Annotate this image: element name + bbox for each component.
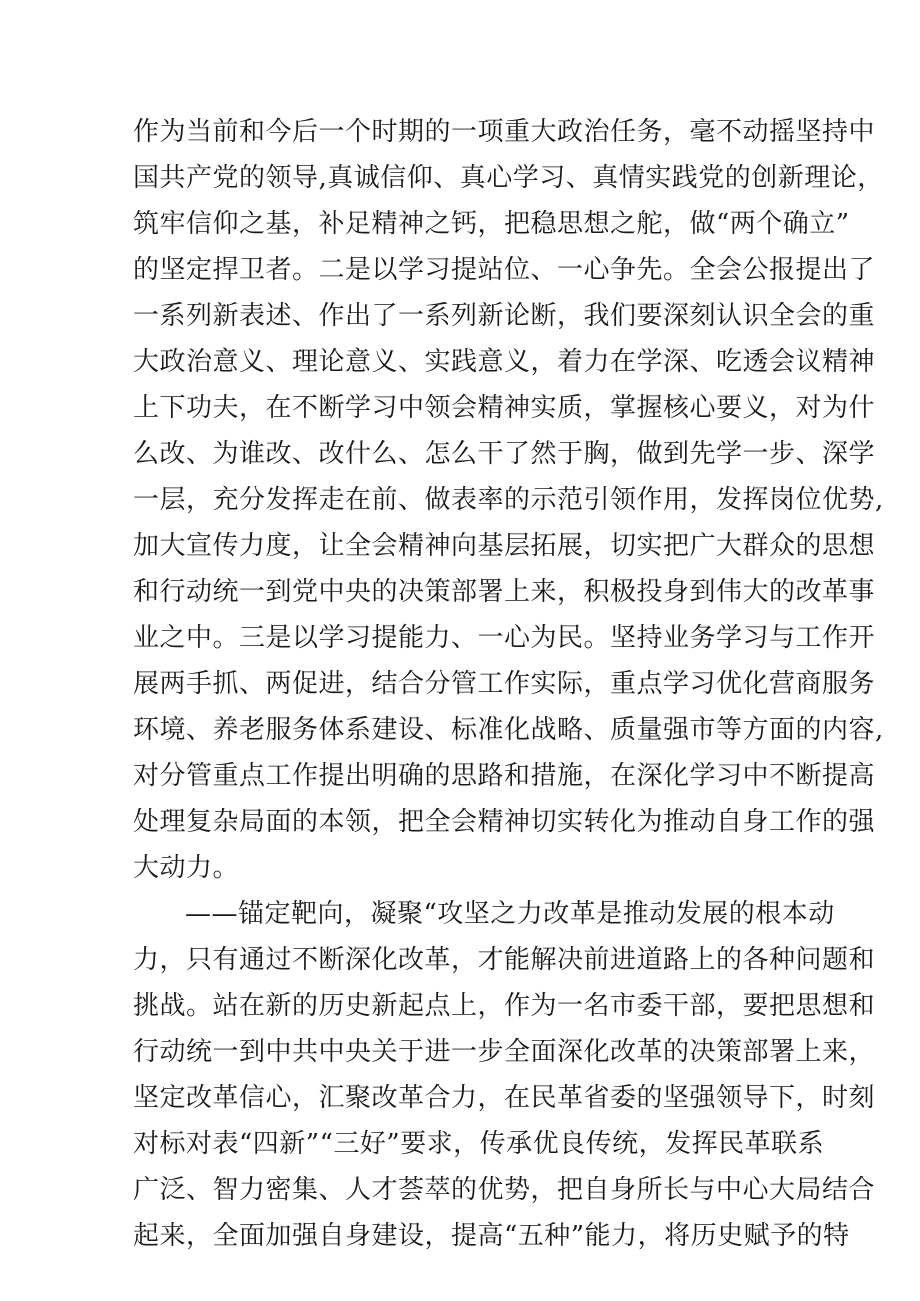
paragraph-line: 业之中。三是以学习提能力、一心为民。坚持业务学习与工作开 — [133, 623, 876, 653]
paragraph-line: 力，只有通过不断深化改革，才能解决前进道路上的各种问题和 — [133, 945, 876, 975]
paragraph-line: 国共产党的领导,真诚信仰、真心学习、真情实践党的创新理论， — [133, 163, 884, 193]
paragraph-line: 坚定改革信心，汇聚改革合力，在民革省委的坚强领导下，时刻 — [133, 1083, 876, 1113]
paragraph-line: 对标对表“四新”“三好”要求，传承优良传统，发挥民革联系 — [133, 1129, 825, 1159]
paragraph-line: 的坚定捍卫者。二是以学习提站位、一心争先。全会公报提出了 — [133, 255, 876, 285]
paragraph-line: 和行动统一到党中央的决策部署上来，积极投身到伟大的改革事 — [133, 577, 876, 607]
paragraph-line: 广泛、智力密集、人才荟萃的优势，把自身所长与中心大局结合 — [133, 1175, 876, 1205]
paragraph-line: 环境、养老服务体系建设、标准化战略、质量强市等方面的内容, — [133, 715, 884, 745]
paragraph-line: 作为当前和今后一个时期的一项重大政治任务，毫不动摇坚持中 — [133, 117, 876, 147]
paragraph-first-line: ——锚定靶向，凝聚“攻坚之力改革是推动发展的根本动 — [185, 899, 835, 929]
paragraph-line: 展两手抓、两促进，结合分管工作实际，重点学习优化营商服务 — [133, 669, 876, 699]
paragraph-line: 上下功夫，在不断学习中领会精神实质，掌握核心要义，对为什 — [133, 393, 876, 423]
paragraph-line: 大动力。 — [133, 853, 240, 883]
paragraph-line: 对分管重点工作提出明确的思路和措施，在深化学习中不断提高 — [133, 761, 876, 791]
paragraph-line: 一系列新表述、作出了一系列新论断，我们要深刻认识全会的重 — [133, 301, 876, 331]
paragraph-line: 筑牢信仰之基，补足精神之钙，把稳思想之舵，做“两个确立” — [133, 209, 850, 239]
paragraph-line: 处理复杂局面的本领，把全会精神切实转化为推动自身工作的强 — [133, 807, 876, 837]
paragraph-line: 起来，全面加强自身建设，提高“五种”能力，将历史赋予的特 — [133, 1221, 850, 1251]
paragraph-line: 一层，充分发挥走在前、做表率的示范引领作用，发挥岗位优势, — [133, 485, 884, 515]
paragraph-line: 挑战。站在新的历史新起点上，作为一名市委干部，要把思想和 — [133, 991, 876, 1021]
paragraph-line: 加大宣传力度，让全会精神向基层拓展，切实把广大群众的思想 — [133, 531, 876, 561]
paragraph-line: 行动统一到中共中央关于进一步全面深化改革的决策部署上来， — [133, 1037, 876, 1067]
paragraph-line: 么改、为谁改、改什么、怎么干了然于胸，做到先学一步、深学 — [133, 439, 876, 469]
paragraph-line: 大政治意义、理论意义、实践意义，着力在学深、吃透会议精神 — [133, 347, 876, 377]
